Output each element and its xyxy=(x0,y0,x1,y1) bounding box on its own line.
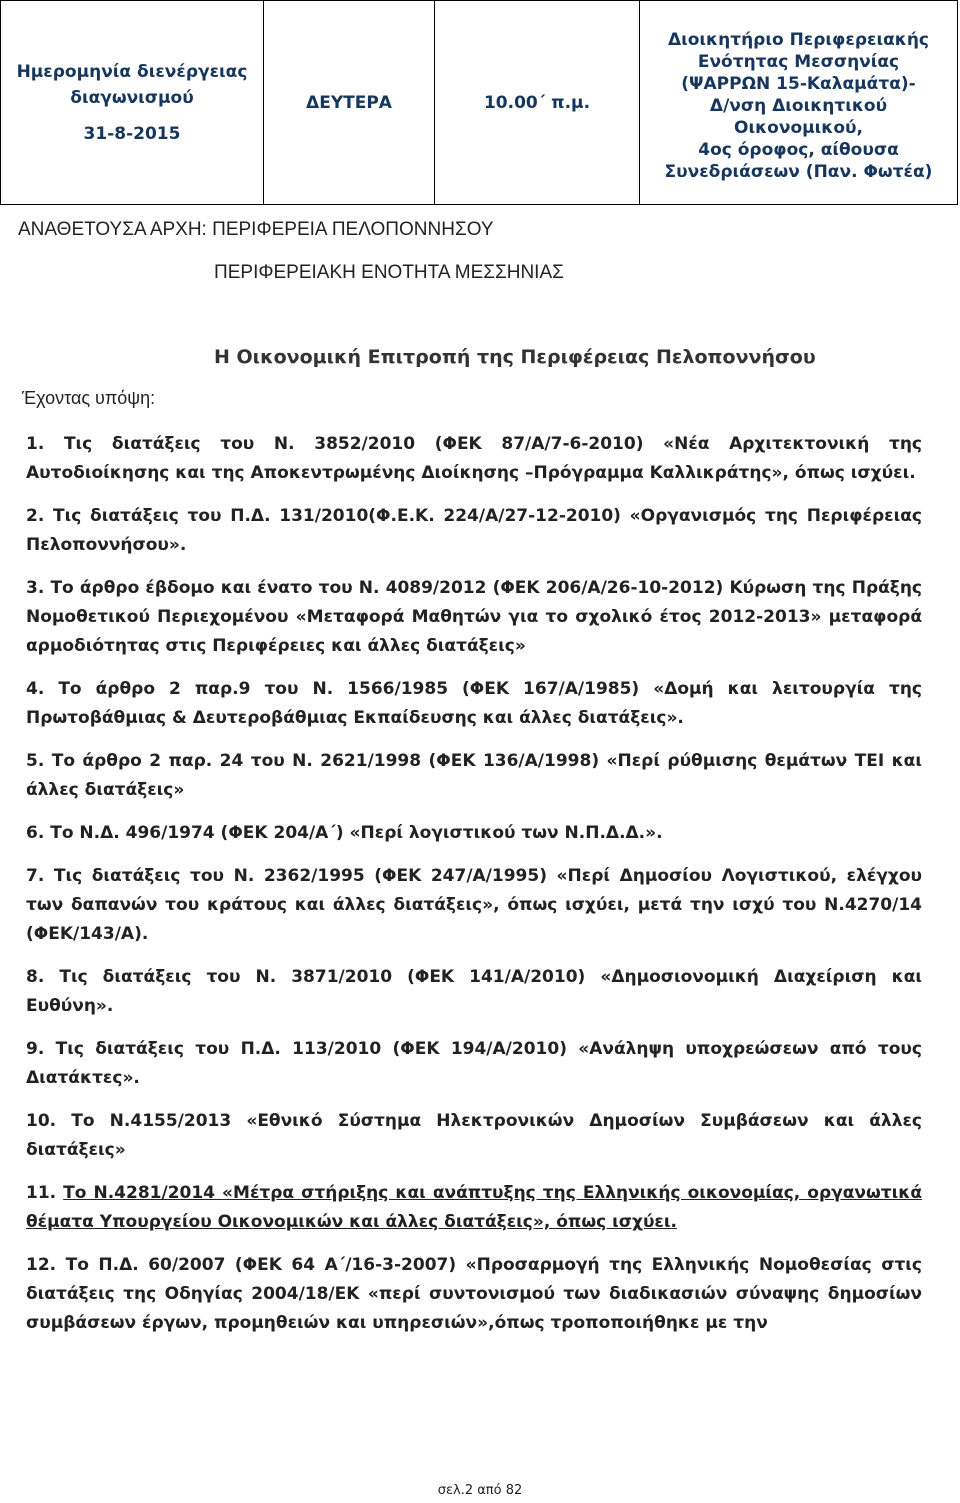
date-label-2: διαγωνισμού xyxy=(70,87,194,108)
list-item xyxy=(26,1179,922,1237)
time-value: 10.00΄ π.μ. xyxy=(483,92,591,113)
item-number: 2. xyxy=(26,506,45,526)
location-line: Δ/νση Διοικητικού xyxy=(709,95,888,116)
list-item xyxy=(26,819,922,848)
regional-unit: ΠΕΡΙΦΕΡΕΙΑΚΗ ΕΝΟΤΗΤΑ ΜΕΣΣΗΝΙΑΣ xyxy=(214,262,564,283)
location-line: Συνεδριάσεων (Παν. Φωτέα) xyxy=(664,161,933,182)
item-number: 10. xyxy=(26,1111,57,1131)
list-item xyxy=(26,862,922,949)
item-text: Τις διατάξεις του Ν. 3871/2010 (ΦΕΚ 141/Α/2010) «Δημοσιονομική Διαχείριση και Ευθύνη». xyxy=(26,967,922,1016)
item-number: 4. xyxy=(26,679,45,699)
item-number: 7. xyxy=(26,866,45,886)
item-text: Τις διατάξεις του Π.Δ. 113/2010 (ΦΕΚ 194/Α/2010) «Ανάληψη υποχρεώσεων από τους Διατάκτες». xyxy=(26,1039,922,1088)
item-text: Το άρθρο 2 παρ.9 του Ν. 1566/1985 (ΦΕΚ 167/Α/1985) «Δομή και λειτουργία της Πρωτοβάθμιας & Δευτεροβάθμιας Εκπαίδευσης και άλλες διατάξεις». xyxy=(26,679,923,728)
list-item xyxy=(26,747,922,805)
item-number: 8. xyxy=(26,967,45,987)
list-item xyxy=(26,675,922,733)
item-number: 1. xyxy=(26,434,45,454)
list-item xyxy=(26,502,922,560)
date-label-1: Ημερομηνία διενέργειας xyxy=(16,61,248,82)
item-text: Το Π.Δ. 60/2007 (ΦΕΚ 64 Α΄/16-3-2007) «Προσαρμογή της Ελληνικής Νομοθεσίας στις διατάξεις της Οδηγίας 2004/18/ΕΚ «περί συντονισμού των διαδικασιών σύναψης δημοσίων συμβάσεων έργων, προμηθειών και υπηρεσιών»,όπως τροποποιήθηκε με την xyxy=(26,1255,923,1333)
list-item xyxy=(26,1107,922,1165)
item-text: Το άρθρο έβδομο και ένατο του Ν. 4089/2012 (ΦΕΚ 206/Α/26-10-2012) Κύρωση της Πράξης Νομοθετικού Περιεχομένου «Μεταφορά Μαθητών για το σχολικό έτος 2012-2013» μεταφορά αρμοδιότητας στις Περιφέρειες και άλλες διατάξεις» xyxy=(26,578,923,656)
item-number: 6. xyxy=(26,823,45,843)
item-number: 5. xyxy=(26,751,45,771)
location-cell xyxy=(640,1,958,205)
item-text: Το Ν.Δ. 496/1974 (ΦΕΚ 204/Α΄) «Περί λογιστικού των Ν.Π.Δ.Δ.». xyxy=(50,823,663,843)
item-text: Τις διατάξεις του Π.Δ. 131/2010(Φ.Ε.Κ. 224/Α/27-12-2010) «Οργανισμός της Περιφέρειας Πελοποννήσου». xyxy=(26,506,922,555)
day-cell xyxy=(264,1,435,205)
considering-label: Έχοντας υπόψη: xyxy=(22,388,156,408)
location-line: (ΨΑΡΡΩΝ 15-Καλαμάτα)- xyxy=(681,73,916,94)
date-value: 31-8-2015 xyxy=(83,123,181,144)
item-text: Το Ν.4281/2014 «Μέτρα στήριξης και ανάπτυξης της Ελληνικής οικονομίας, οργανωτικά θέματα Υπουργείου Οικονομικών και άλλες διατάξεις», όπως ισχύει. xyxy=(26,1183,922,1232)
legal-basis-list xyxy=(26,430,922,1352)
item-number: 3. xyxy=(26,578,45,598)
list-item xyxy=(26,574,922,661)
list-item xyxy=(26,1035,922,1093)
location-line: Οικονομικού, xyxy=(734,117,863,138)
day-value: ΔΕΥΤΕΡΑ xyxy=(306,92,392,113)
location-line: Διοικητήριο Περιφερειακής xyxy=(667,29,930,50)
header-table xyxy=(0,0,958,205)
committee-title: Η Οικονομική Επιτροπή της Περιφέρειας Πελοποννήσου xyxy=(214,346,816,368)
date-cell xyxy=(1,1,264,205)
item-text: Το Ν.4155/2013 «Εθνικό Σύστημα Ηλεκτρονικών Δημοσίων Συμβάσεων και άλλες διατάξεις» xyxy=(26,1111,922,1160)
page-number: σελ.2 από 82 xyxy=(437,1483,523,1498)
time-cell xyxy=(435,1,640,205)
item-text: Τις διατάξεις του Ν. 3852/2010 (ΦΕΚ 87/Α/7-6-2010) «Νέα Αρχιτεκτονική της Αυτοδιοίκησης και της Αποκεντρωμένης Διοίκησης –Πρόγραμμα Καλλικράτης», όπως ισχύει. xyxy=(26,434,922,483)
location-line: Ενότητας Μεσσηνίας xyxy=(697,51,900,72)
item-text: Το άρθρο 2 παρ. 24 του Ν. 2621/1998 (ΦΕΚ 136/Α/1998) «Περί ρύθμισης θεμάτων ΤΕΙ και άλλες διατάξεις» xyxy=(26,751,922,800)
item-text: Τις διατάξεις του Ν. 2362/1995 (ΦΕΚ 247/Α/1995) «Περί Δημοσίου Λογιστικού, ελέγχου των δαπανών του κράτους και άλλες διατάξεις», όπως ισχύει, μετά την ισχύ του Ν.4270/14 (ΦΕΚ/143/Α). xyxy=(26,866,923,944)
location-line: 4ος όροφος, αίθουσα xyxy=(698,139,899,160)
list-item xyxy=(26,963,922,1021)
contracting-authority: ΑΝΑΘΕΤΟΥΣΑ ΑΡΧΗ: ΠΕΡΙΦΕΡΕΙΑ ΠΕΛΟΠΟΝΝΗΣΟΥ xyxy=(18,219,494,240)
item-number: 11. xyxy=(26,1183,57,1203)
list-item xyxy=(26,1251,922,1338)
list-item xyxy=(26,430,922,488)
item-number: 9. xyxy=(26,1039,45,1059)
item-number: 12. xyxy=(26,1255,57,1275)
